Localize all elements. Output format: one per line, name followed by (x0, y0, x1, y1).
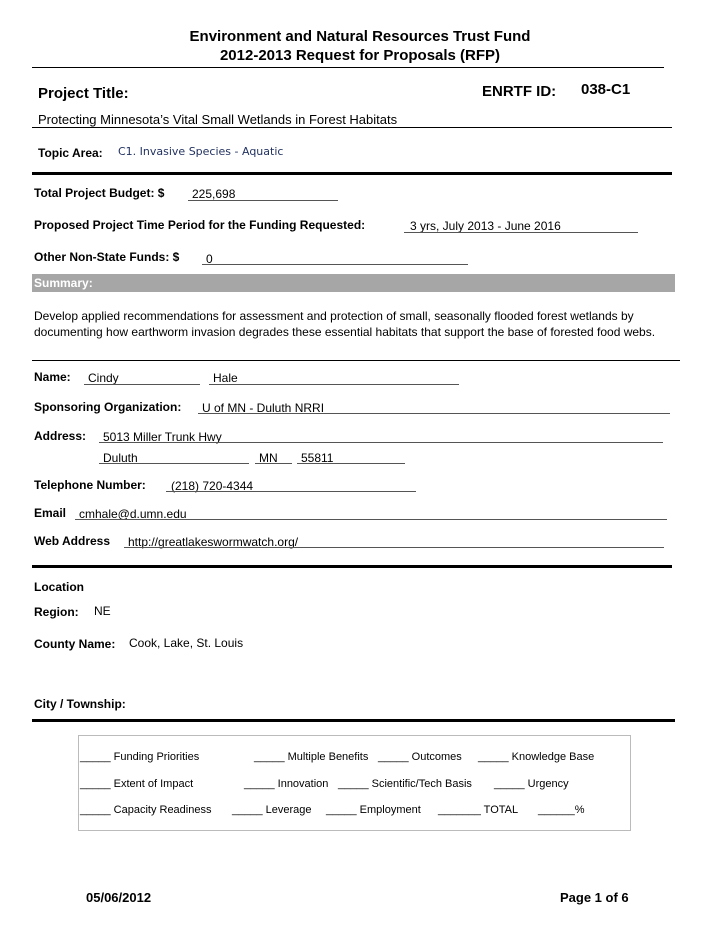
contact-rule (32, 565, 672, 568)
score-scientific-tech-basis: _____ Scientific/Tech Basis (338, 778, 472, 790)
sponsoring-org-label: Sponsoring Organization: (34, 400, 182, 414)
region-value: NE (94, 604, 111, 618)
enrtf-label: ENRTF ID: (482, 83, 557, 100)
score-innovation: _____ Innovation (244, 778, 329, 790)
telephone-label: Telephone Number: (34, 478, 146, 492)
time-period-value: 3 yrs, July 2013 - June 2016 (410, 219, 561, 233)
score-capacity-readiness: _____ Capacity Readiness (80, 804, 212, 816)
score-funding-priorities: _____ Funding Priorities (80, 751, 200, 763)
county-label: County Name: (34, 637, 116, 651)
total-budget-label: Total Project Budget: $ (34, 186, 165, 200)
street-underline (99, 442, 663, 443)
total-budget-underline (188, 200, 338, 201)
title-rule (32, 127, 672, 128)
score-multiple-benefits: _____ Multiple Benefits (254, 751, 369, 763)
location-rule (32, 719, 675, 722)
enrtf-id: 038-C1 (581, 81, 631, 98)
location-heading: Location (34, 580, 84, 594)
non-state-funds-underline (202, 264, 468, 265)
zip-underline (297, 463, 405, 464)
name-label: Name: (34, 370, 71, 384)
first-name-underline (84, 384, 200, 385)
street-address: 5013 Miller Trunk Hwy (103, 430, 222, 444)
email-underline (75, 519, 667, 520)
header-rule (32, 67, 664, 68)
city-township-label: City / Township: (34, 697, 126, 711)
email-value: cmhale@d.umn.edu (79, 507, 187, 521)
non-state-funds-label: Other Non-State Funds: $ (34, 250, 180, 264)
zip: 55811 (301, 451, 334, 465)
first-name: Cindy (88, 371, 119, 385)
score-urgency: _____ Urgency (494, 778, 569, 790)
state: MN (259, 451, 278, 465)
telephone-value: (218) 720-4344 (171, 479, 254, 493)
topic-rule (32, 172, 672, 175)
scoring-row-2 (80, 778, 569, 790)
telephone-underline (166, 491, 416, 492)
summary-label: Summary: (34, 276, 93, 290)
email-label: Email (34, 506, 67, 520)
topic-area-value: C1. Invasive Species - Aquatic (118, 145, 284, 158)
time-period-underline (404, 232, 638, 233)
address-label: Address: (34, 429, 87, 443)
header-subtitle: 2012-2013 Request for Proposals (RFP) (219, 47, 501, 64)
web-address-value: http://greatlakeswormwatch.org/ (128, 535, 299, 549)
score-knowledge-base: _____ Knowledge Base (478, 751, 595, 763)
city-underline (99, 463, 249, 464)
last-name-underline (209, 384, 459, 385)
county-value: Cook, Lake, St. Louis (129, 636, 244, 650)
summary-bar (32, 274, 675, 292)
sponsoring-org-underline (198, 413, 670, 414)
score-extent-of-impact: _____ Extent of Impact (80, 778, 194, 790)
header-title: Environment and Natural Resources Trust Fund (189, 28, 531, 45)
scoring-row-3 (80, 804, 585, 816)
project-title-label: Project Title: (38, 85, 129, 102)
summary-text: Develop applied recommendations for assessment and protection of small, seasonally flooded forest wetlands by documenting how earthworm invasion degrades these essential habitats that support the base of forested food webs. (34, 309, 656, 339)
state-underline (255, 463, 292, 464)
non-state-funds-value: 0 (206, 252, 213, 266)
total-budget-value: 225,698 (192, 187, 236, 201)
score-total: _______ TOTAL (438, 804, 519, 816)
city: Duluth (103, 451, 138, 465)
web-address-underline (124, 547, 664, 548)
score-leverage: _____ Leverage (232, 804, 312, 816)
footer-page-number: Page 1 of 6 (560, 890, 629, 905)
footer-date: 05/06/2012 (86, 890, 152, 905)
sponsoring-org-value: U of MN - Duluth NRRI (202, 401, 325, 415)
summary-rule (32, 360, 680, 361)
score-percent: ______% (538, 804, 585, 816)
score-outcomes: _____ Outcomes (378, 751, 462, 763)
last-name: Hale (213, 371, 238, 385)
region-label: Region: (34, 605, 79, 619)
project-title: Protecting Minnesota’s Vital Small Wetlands in Forest Habitats (38, 112, 398, 127)
web-address-label: Web Address (34, 534, 111, 548)
score-employment: _____ Employment (326, 804, 421, 816)
topic-area-label: Topic Area: (38, 146, 103, 160)
time-period-label: Proposed Project Time Period for the Funding Requested: (34, 218, 366, 232)
scoring-row-1 (80, 751, 594, 763)
